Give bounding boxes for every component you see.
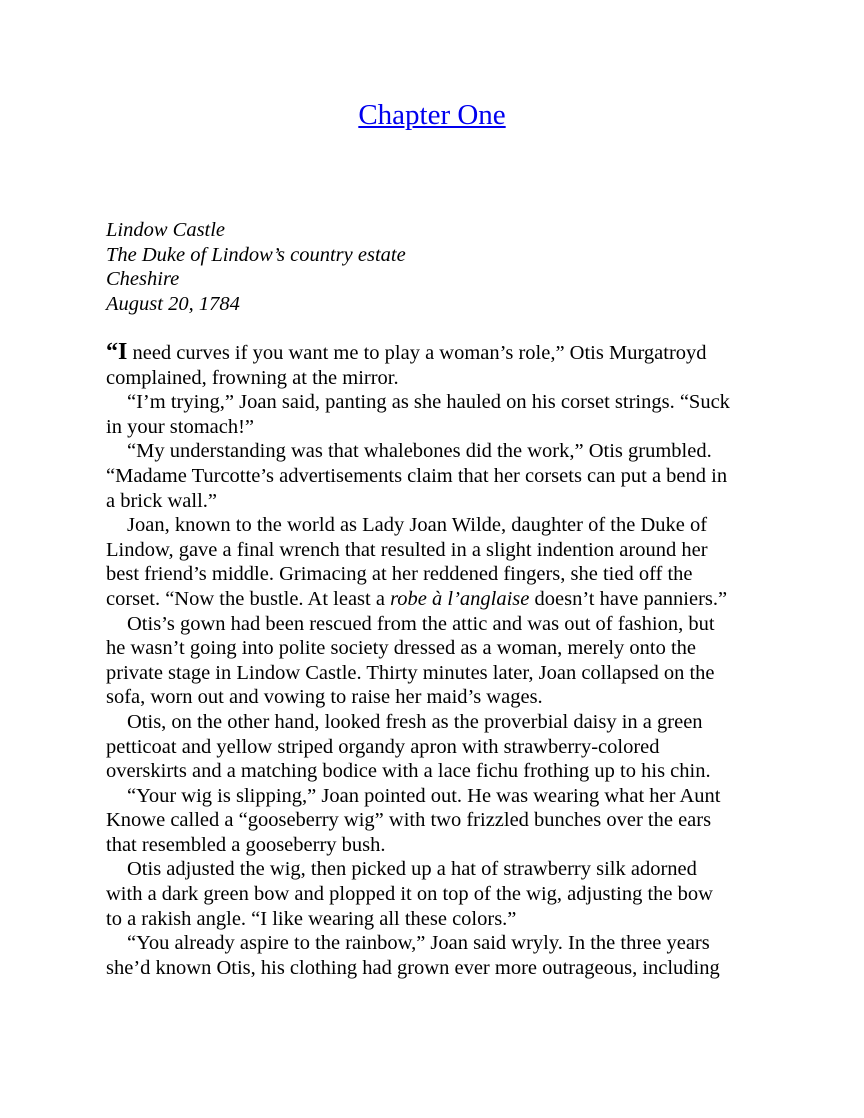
text-line: “My understanding was that whalebones did the work,” Otis grumbled. [127, 440, 712, 463]
text-line: “You already aspire to the rainbow,” Joan said wryly. In the three years [127, 932, 710, 955]
dateline-county: Cheshire [106, 268, 180, 291]
paragraph [106, 710, 758, 784]
dateline-estate: The Duke of Lindow’s country estate [106, 243, 406, 266]
text-line: Knowe called a “gooseberry wig” with two frizzled bunches over the ears [106, 809, 712, 832]
text-span: need curves if you want me to play a woman’s role,” Otis Murgatroyd [127, 342, 707, 364]
text-line: best friend’s middle. Grimacing at her reddened fingers, she tied off the [106, 563, 693, 586]
chapter-body [106, 340, 758, 980]
text-line: Otis’s gown had been rescued from the attic and was out of fashion, but [127, 612, 715, 635]
text-line: a brick wall.” [106, 489, 217, 512]
text-line: in your stomach!” [106, 415, 255, 438]
paragraph [106, 340, 758, 390]
text-line: sofa, worn out and vowing to raise her maid’s wages. [106, 686, 543, 709]
paragraph [106, 612, 758, 710]
text-span: corset. “Now the bustle. At least a [106, 587, 391, 610]
dateline [106, 218, 758, 316]
paragraph [106, 784, 758, 858]
paragraph [106, 857, 758, 931]
paragraph [106, 513, 758, 611]
chapter-title [106, 97, 758, 133]
text-line: Lindow, gave a final wrench that resulted in a slight indention around her [106, 538, 708, 561]
text-line: Joan, known to the world as Lady Joan Wilde, daughter of the Duke of [127, 514, 708, 537]
dateline-date: August 20, 1784 [106, 292, 240, 315]
drop-cap: “I [106, 339, 128, 365]
italic-phrase: robe à l’anglaise [390, 587, 530, 610]
paragraph [106, 931, 758, 980]
text-line: private stage in Lindow Castle. Thirty minutes later, Joan collapsed on the [106, 661, 715, 684]
chapter-title-link[interactable]: Chapter One [358, 99, 506, 131]
text-span: doesn’t have panniers.” [529, 587, 728, 610]
dateline-location: Lindow Castle [106, 219, 226, 241]
paragraph [106, 390, 758, 439]
text-line [106, 587, 758, 612]
text-line: Otis, on the other hand, looked fresh as the proverbial daisy in a green [127, 710, 703, 733]
text-line: to a rakish angle. “I like wearing all these colors.” [106, 907, 517, 930]
text-line: with a dark green bow and plopped it on top of the wig, adjusting the bow [106, 883, 713, 906]
text-line: Otis adjusted the wig, then picked up a hat of strawberry silk adorned [127, 858, 697, 881]
text-line: she’d known Otis, his clothing had grown ever more outrageous, including [106, 956, 720, 979]
paragraph [106, 439, 758, 513]
text-line: “Madame Turcotte’s advertisements claim that her corsets can put a bend in [106, 464, 728, 487]
text-line: complained, frowning at the mirror. [106, 366, 399, 389]
text-line: he wasn’t going into polite society dressed as a woman, merely onto the [106, 637, 697, 660]
text-line: that resembled a gooseberry bush. [106, 833, 386, 856]
text-line: “Your wig is slipping,” Joan pointed out. He was wearing what her Aunt [127, 784, 721, 807]
text-line: “I’m trying,” Joan said, panting as she hauled on his corset strings. “Suck [127, 391, 730, 414]
text-line [106, 340, 758, 366]
text-line: overskirts and a matching bodice with a lace fichu frothing up to his chin. [106, 760, 711, 783]
text-line: petticoat and yellow striped organdy apron with strawberry-colored [106, 735, 660, 758]
